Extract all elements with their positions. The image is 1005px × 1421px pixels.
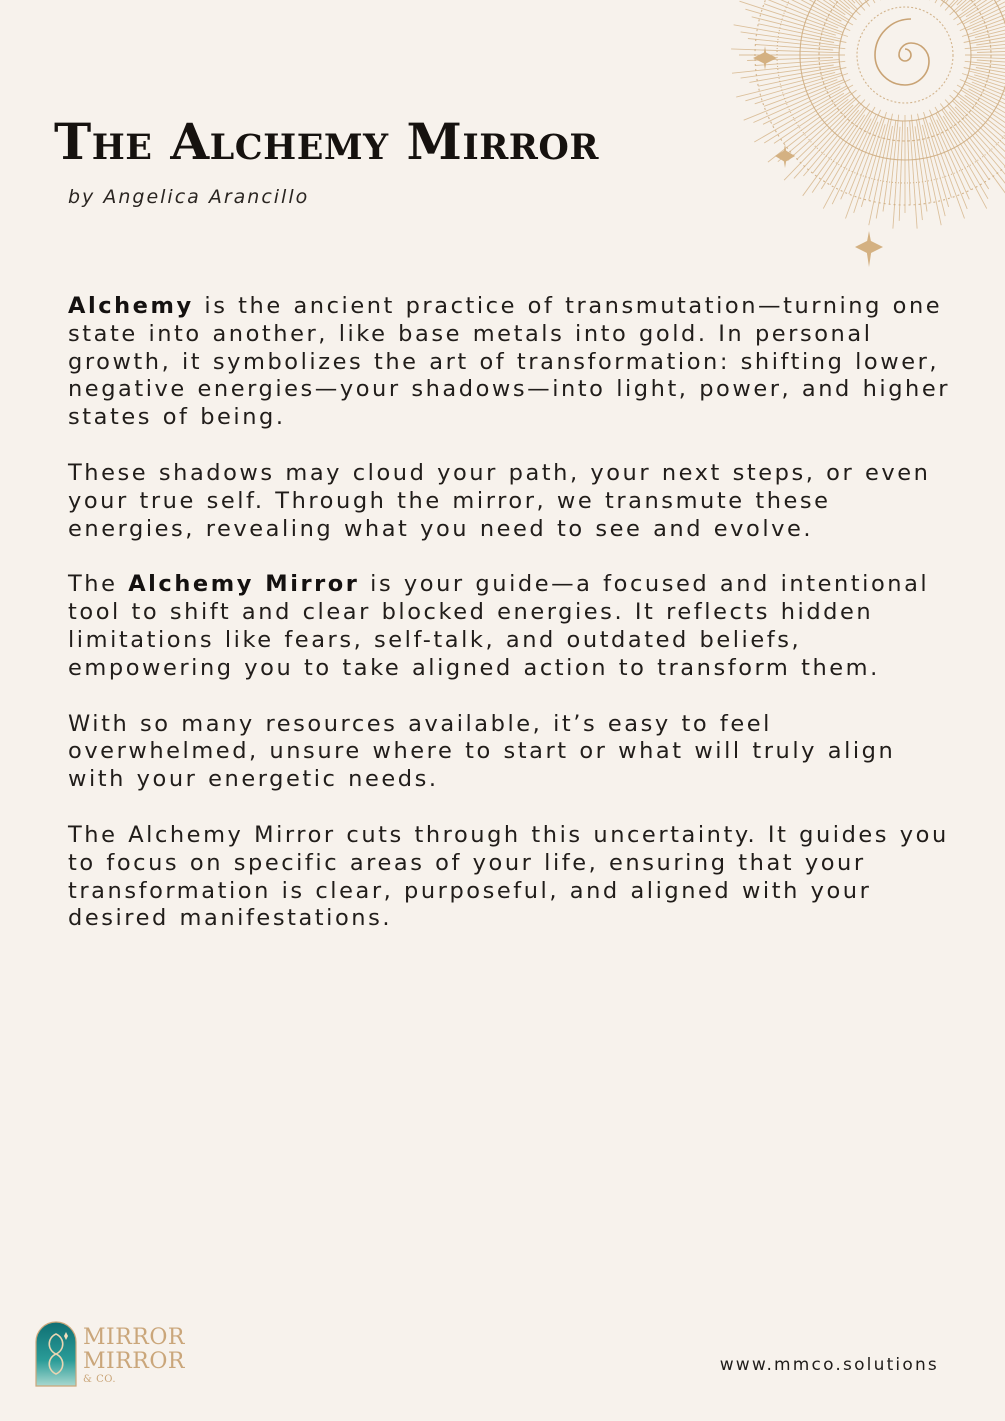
sunburst-ray [971, 43, 1005, 50]
paragraph-shadows [68, 460, 958, 543]
sunburst-ray [753, 79, 850, 122]
sunburst-ray [929, 110, 969, 199]
sunburst-ray [908, 127, 911, 205]
sunburst-ray [963, 0, 1005, 24]
paragraph-text: These shadows may cloud your path, your next steps, or even your true self. Through the mirror, we transmute these energies, revealing what you need to see and evolve. [68, 459, 931, 542]
sunburst-ray [832, 114, 876, 204]
bold-term-alchemy-mirror: Alchemy Mirror [128, 571, 360, 598]
sunburst-ray [960, 0, 1005, 31]
paragraph-alchemy-definition [68, 293, 958, 432]
paragraph-text: is the ancient practice of transmutation—turning one state into another, like base metals into gold. In personal growth, it symbolizes the art of transformation: shifting lower, negative energies—your shadows—into light, power, and higher states of being. [68, 293, 951, 431]
sunburst-ray [841, 110, 881, 199]
paragraph-text: is your guide—a focused and intentional tool to shift and clear blocked energies. It reflects hidden limitations like fears, self-talk, and outdated beliefs, empowering you to take aligned action to transform them. [68, 571, 930, 681]
page-title: The Alchemy Mirror [54, 112, 599, 171]
website-link[interactable]: www.mmco.solutions [719, 1355, 939, 1375]
paragraph-uncertainty [68, 822, 958, 933]
paragraph-resources [68, 711, 958, 794]
sunburst-ray [971, 57, 1005, 60]
brand-logo [33, 1320, 183, 1392]
paragraph-text: With so many resources available, it’s easy to feel overwhelmed, unsure where to start or what will truly align with your energetic needs. [68, 710, 896, 793]
sunburst-ray [774, 92, 850, 144]
paragraph-alchemy-mirror-guide [68, 571, 958, 682]
logo-text-line2: MIRROR [83, 1349, 185, 1374]
sunburst-ray [949, 112, 1005, 186]
mirror-arch-logo-icon [33, 1320, 79, 1388]
paragraph-text: The Alchemy Mirror cuts through this uncertainty. It guides you to focus on specific areas of your life, ensuring that your transformation is clear, purposeful, and aligned with your desired manifestations. [68, 821, 949, 932]
author-byline: by Angelica Arancillo [68, 186, 310, 208]
sunburst-ray [755, 45, 833, 51]
logo-text-line3: & CO. [83, 1374, 117, 1385]
bold-term-alchemy: Alchemy [68, 293, 194, 319]
sunburst-ray [759, 0, 839, 28]
paragraph-text-lead: The [68, 571, 129, 598]
sunburst-ray [893, 127, 900, 229]
sunburst-ray [784, 103, 859, 181]
logo-text-line1: MIRROR [83, 1325, 185, 1350]
body-content [68, 293, 958, 961]
sunburst-icon [705, 0, 1005, 285]
sunburst-ray [768, 99, 848, 162]
